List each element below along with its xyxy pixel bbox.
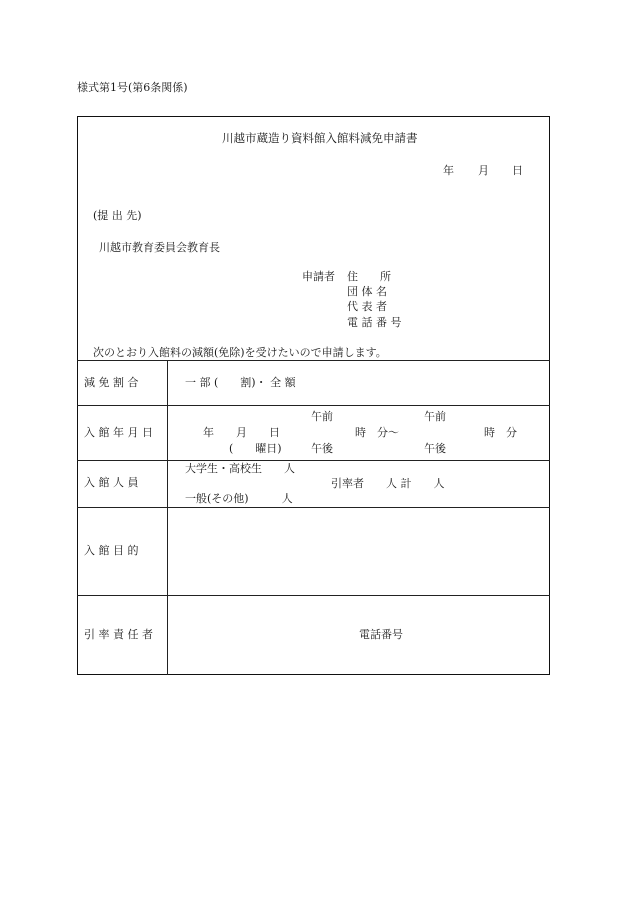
visitors-students-field[interactable]: 大学生・高校生 人	[185, 462, 295, 475]
applicant-label: 申請者	[302, 270, 335, 283]
row-label-leader: 引 率 責 任 者	[84, 628, 153, 641]
row-divider-1	[77, 405, 550, 406]
visitors-leaders-total-field[interactable]: 引率者 人 計 人	[331, 477, 445, 490]
reduction-rate-field[interactable]: 一 部 ( 割)・ 全 額	[185, 376, 296, 389]
end-time-field[interactable]: 時 分	[484, 426, 517, 439]
start-pm-label: 午後	[311, 442, 333, 455]
visit-date-field[interactable]: 年 月 日	[203, 426, 280, 439]
start-time-field[interactable]: 時 分～	[355, 426, 399, 439]
applicant-phone-label: 電 話 番 号	[347, 316, 402, 329]
table-top-rule	[77, 360, 550, 361]
row-label-reduction-rate: 減 免 割 合	[84, 376, 139, 389]
form-title: 川越市蔵造り資料館入館料減免申請書	[222, 131, 418, 145]
visit-weekday-field[interactable]: ( 曜日)	[229, 442, 282, 455]
row-label-visit-date: 入 館 年 月 日	[84, 426, 153, 439]
end-pm-label: 午後	[424, 442, 446, 455]
leader-phone-label: 電話番号	[359, 628, 403, 641]
submit-to-addressee: 川越市教育委員会教育長	[99, 241, 220, 254]
applicant-address-label: 住 所	[347, 270, 391, 283]
purpose-field[interactable]	[170, 510, 545, 592]
form-number: 様式第1号(第6条関係)	[77, 81, 188, 94]
row-divider-2	[77, 460, 550, 461]
row-label-visitors: 入 館 人 員	[84, 476, 139, 489]
submit-to-label: (提 出 先)	[93, 209, 142, 222]
row-divider-4	[77, 595, 550, 596]
row-label-purpose: 入 館 目 的	[84, 544, 139, 557]
row-divider-3	[77, 507, 550, 508]
date-year-label: 年	[443, 164, 454, 177]
visitors-general-field[interactable]: 一般(その他) 人	[185, 492, 293, 505]
applicant-representative-label: 代 表 者	[347, 300, 387, 313]
applicant-group-label: 団 体 名	[347, 285, 387, 298]
end-am-label: 午前	[424, 410, 446, 423]
label-column-divider	[167, 360, 168, 675]
date-day-label: 日	[512, 164, 523, 177]
start-am-label: 午前	[311, 410, 333, 423]
application-statement: 次のとおり入館料の減額(免除)を受けたいので申請します。	[93, 346, 387, 359]
date-month-label: 月	[478, 164, 489, 177]
